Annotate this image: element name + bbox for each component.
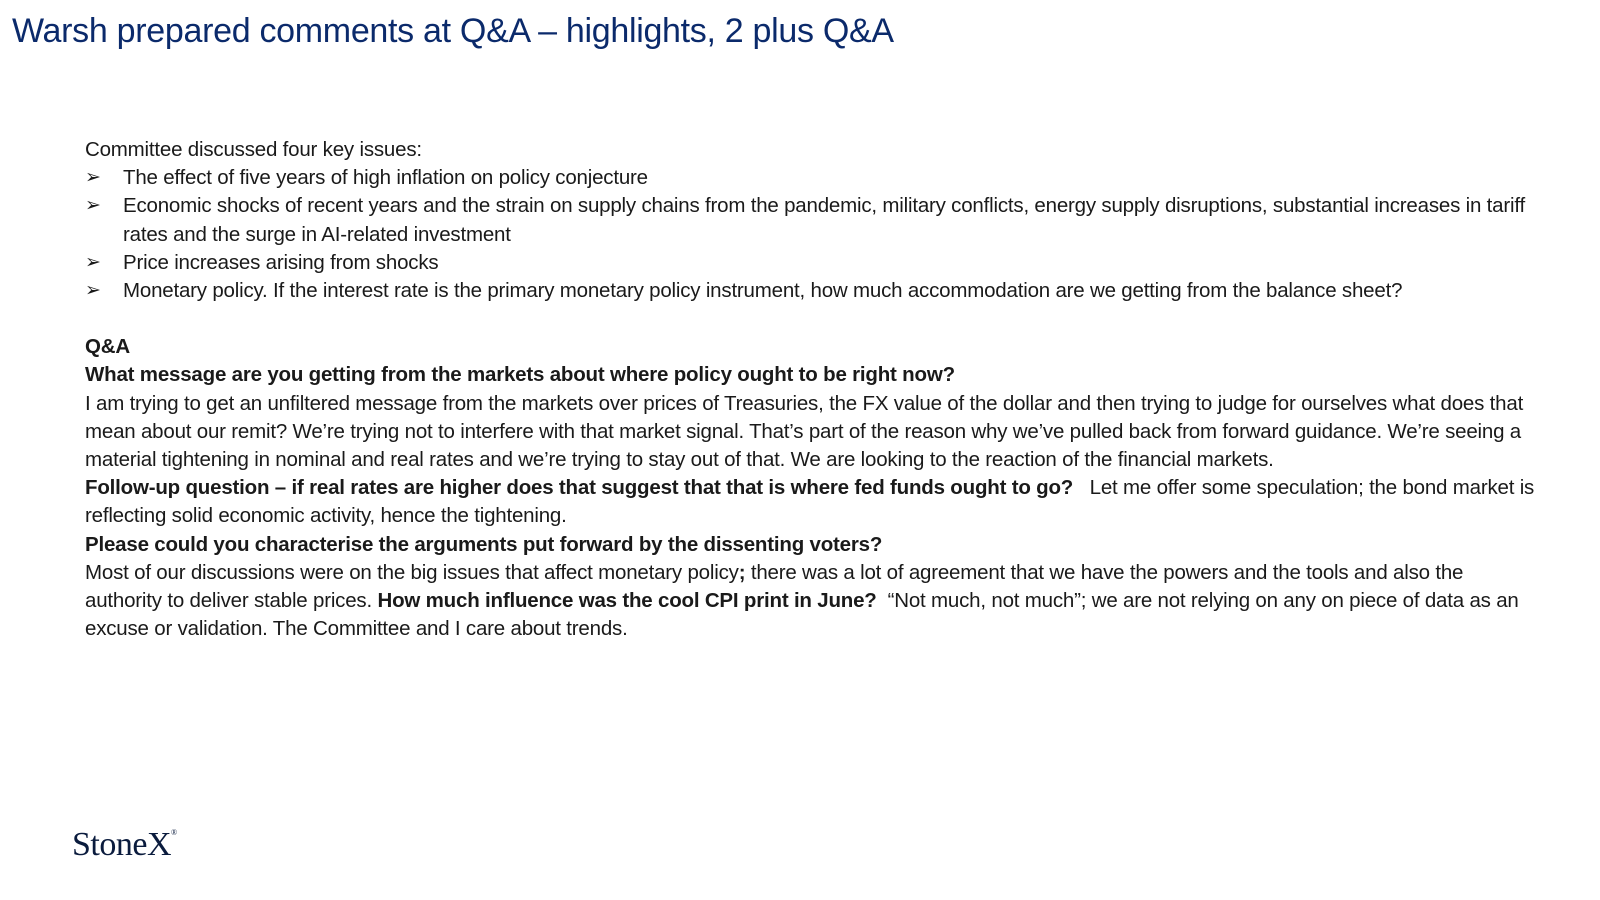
- question-4: How much influence was the cool CPI print in June?: [377, 589, 877, 613]
- answer-2: Let me offer some speculation; the bond market is reflecting solid economic activity, hence the tightening.: [85, 476, 1535, 528]
- list-item-text: The effect of five years of high inflation on policy conjecture: [123, 166, 648, 190]
- answer-3-semicolon: ;: [738, 560, 746, 584]
- list-item: [85, 192, 1535, 248]
- qa-block-2: [85, 474, 1535, 530]
- answer-3-part-1: Most of our discussions were on the big issues that affect monetary policy: [85, 560, 739, 584]
- arrow-bullet-icon: ➢: [85, 167, 101, 189]
- question-3: Please could you characterise the arguments put forward by the dissenting voters?: [85, 532, 883, 556]
- stonex-logo: [72, 826, 177, 864]
- registered-mark: ®: [171, 828, 177, 837]
- arrow-bullet-icon: ➢: [85, 280, 101, 302]
- qa-block-3: [85, 559, 1535, 644]
- slide-body: [85, 136, 1535, 643]
- list-item-text: Economic shocks of recent years and the strain on supply chains from the pandemic, military conflicts, energy supply disruptions, substantial increases in tariff rates and the surge in AI-related investment: [123, 194, 1525, 246]
- answer-3-part-2: there was a lot of agreement that we have the powers and the tools and also the authority to deliver stable prices.: [85, 560, 1464, 613]
- intro-text: Committee discussed four key issues:: [85, 138, 422, 161]
- logo-text: StoneX: [72, 826, 171, 863]
- list-item: [85, 249, 1535, 277]
- arrow-bullet-icon: ➢: [85, 195, 101, 217]
- list-item: [85, 277, 1535, 305]
- answer-1: I am trying to get an unfiltered message from the markets over prices of Treasuries, the FX value of the dollar and then trying to judge for ourselves what does that mean about our remit? We’re trying not to interfere with that market signal. That’s part of the reason why we’ve pulled back from forward guidance. We’re seeing a material tightening in nominal and real rates and we’re trying to stay out of that. We are looking to the reaction of the financial markets.: [85, 391, 1524, 472]
- question-2: Follow-up question – if real rates are higher does that suggest that that is where fed funds ought to go?: [85, 476, 1074, 500]
- list-item: [85, 164, 1535, 192]
- list-item-text: Monetary policy. If the interest rate is the primary monetary policy instrument, how much accommodation are we getting from the balance sheet?: [123, 279, 1403, 303]
- question-1: What message are you getting from the markets about where policy ought to be right now?: [85, 363, 955, 387]
- slide-title: Warsh prepared comments at Q&A – highlights, 2 plus Q&A: [12, 12, 894, 50]
- answer-4: “Not much, not much”; we are not relying on any on piece of data as an excuse or validation. The Committee and I care about trends.: [85, 589, 1519, 641]
- key-issues-list: [85, 164, 1535, 305]
- section-spacer: [85, 305, 1535, 333]
- qa-heading: Q&A: [85, 335, 130, 359]
- list-item-text: Price increases arising from shocks: [123, 250, 439, 274]
- arrow-bullet-icon: ➢: [85, 251, 101, 273]
